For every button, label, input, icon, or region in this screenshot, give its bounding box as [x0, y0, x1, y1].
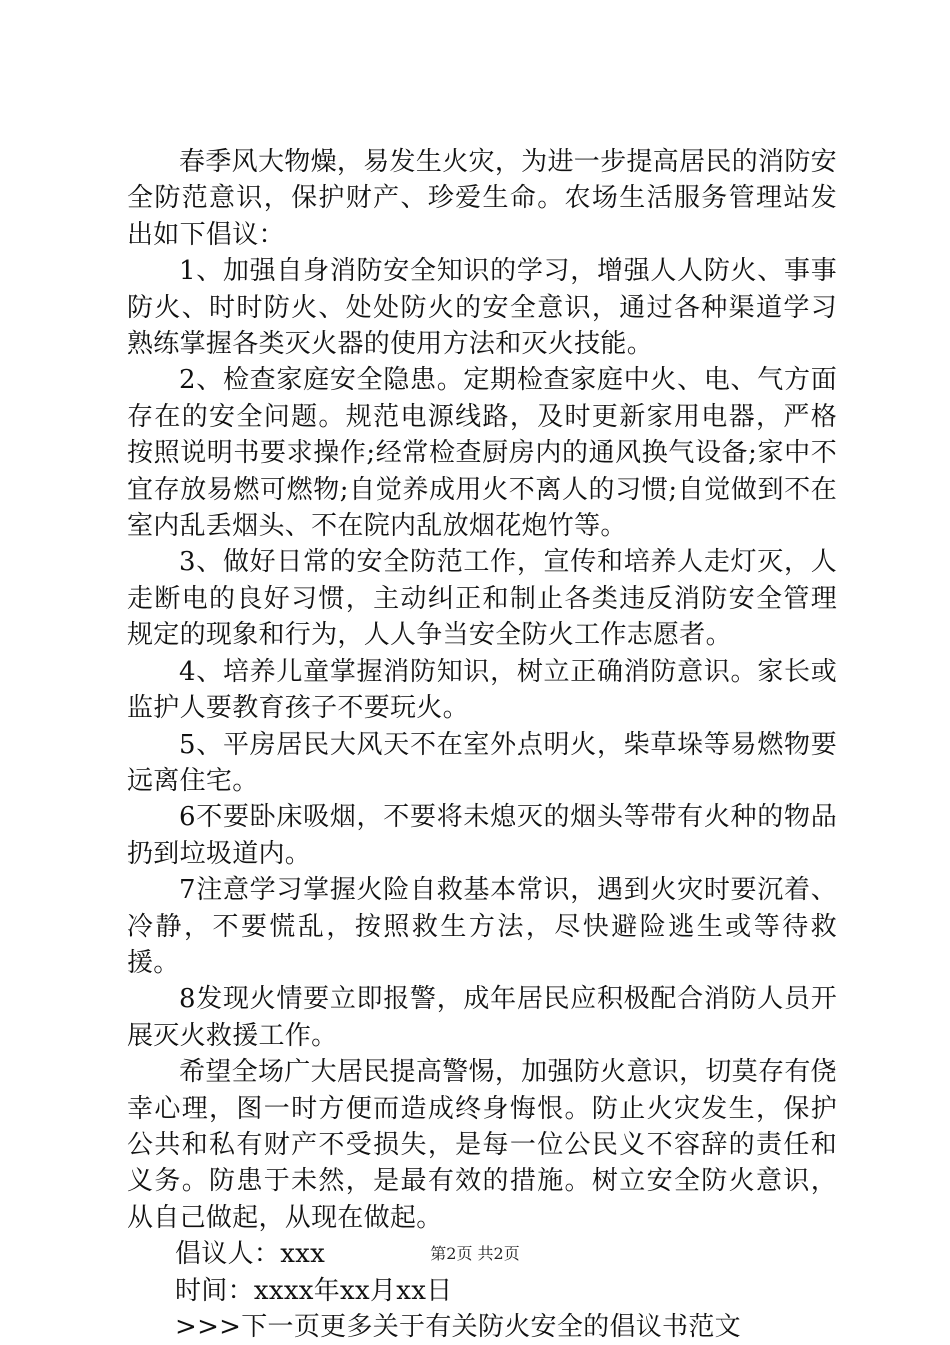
page-number-footer: 第2页 共2页 [430, 1244, 520, 1263]
proposer-line: 倡议人：xxx [175, 1239, 326, 1270]
proposal-item-5: 5、平房居民大风天不在室外点明火，柴草垛等易燃物要远离住宅。 [127, 729, 837, 796]
proposal-item-6: 6不要卧床吸烟，不要将未熄灭的烟头等带有火种的物品扔到垃圾道内。 [127, 802, 837, 869]
proposal-item-1: 1、加强自身消防安全知识的学习，增强人人防火、事事防火、时时防火、处处防火的安全意识，通过各种渠道学习熟练掌握各类灭火器的使用方法和灭火技能。 [127, 256, 837, 360]
date-line: 时间：xxxx年xx月xx日 [175, 1275, 453, 1306]
proposal-item-2: 2、检查家庭安全隐患。定期检查家庭中火、电、气方面存在的安全问题。规范电源线路，及时更新家用电器，严格按照说明书要求操作;经常检查厨房内的通风换气设备;家中不宜存放易燃可燃物;自觉养成用火不离人的习惯;自觉做到不在室内乱丢烟头、不在院内乱放烟花炮竹等。 [127, 365, 837, 542]
intro-paragraph: 春季风大物燥，易发生火灾，为进一步提高居民的消防安全防范意识，保护财产、珍爱生命。农场生活服务管理站发出如下倡议： [127, 147, 837, 250]
proposal-item-4: 4、培养儿童掌握消防知识，树立正确消防意识。家长或监护人要教育孩子不要玩火。 [127, 656, 837, 724]
document-body [127, 144, 837, 1345]
proposal-item-3: 3、做好日常的安全防范工作，宣传和培养人走灯灭，人走断电的良好习惯，主动纠正和制止各类违反消防安全管理规定的现象和行为，人人争当安全防火工作志愿者。 [127, 547, 837, 651]
closing-paragraph: 希望全场广大居民提高警惕，加强防火意识，切莫存有侥幸心理，图一时方便而造成终身悔恨。防止火灾发生，保护公共和私有财产不受损失，是每一位公民义不容辞的责任和义务。防患于未然，是最有效的措施。树立安全防火意识，从自己做起，从现在做起。 [127, 1057, 837, 1233]
proposal-item-7: 7注意学习掌握火险自救基本常识，遇到火灾时要沉着、冷静，不要慌乱，按照救生方法，尽快避险逃生或等待救援。 [127, 875, 837, 978]
proposal-item-8: 8发现火情要立即报警，成年居民应积极配合消防人员开展灭火救援工作。 [127, 984, 837, 1051]
next-page-link[interactable]: >>>下一页更多关于有关防火安全的倡议书范文 [175, 1312, 741, 1342]
